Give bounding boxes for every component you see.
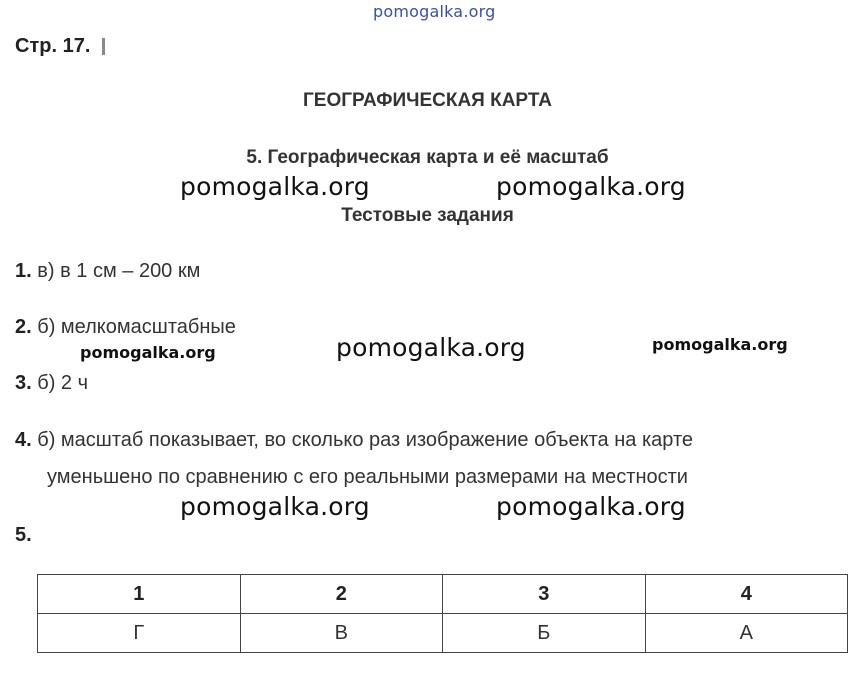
answer-item-2 [15,316,236,339]
watermark: pomogalka.org [336,333,526,362]
answer-number: 1. [15,260,32,282]
watermark: pomogalka.org [80,343,216,362]
table-cell: В [240,614,443,653]
section-title: ГЕОГРАФИЧЕСКАЯ КАРТА [303,90,552,111]
answer-continuation: уменьшено по сравнению с его реальными размерами на местности [47,466,688,488]
answer-number: 2. [15,316,32,338]
table-header-cell: 3 [443,575,646,614]
watermark: pomogalka.org [496,172,686,201]
table-header-cell: 2 [240,575,443,614]
tests-title: Тестовые задания [341,205,514,226]
page-reference: Стр. 17. [15,35,91,57]
answer-text: б) масштаб показывает, во сколько раз изображение объекта на карте [37,429,694,451]
answer-number: 4. [15,429,32,451]
watermark: pomogalka.org [180,172,370,201]
answer-item-5 [15,524,32,547]
answer-text: б) 2 ч [37,372,89,394]
answer-table [37,574,848,656]
matching-table [37,574,848,653]
table-header-cell: 4 [645,575,848,614]
answer-number: 3. [15,372,32,394]
watermark-top: pomogalka.org [373,2,496,21]
watermark: pomogalka.org [652,335,788,354]
table-cell: Г [38,614,241,653]
answer-number: 5. [15,524,32,546]
table-header-row [38,575,848,614]
text-cursor-mark [102,38,105,55]
answer-item-3 [15,372,88,395]
answer-item-1 [15,260,200,283]
table-header-cell: 1 [38,575,241,614]
answer-text: в) в 1 см – 200 км [37,260,201,282]
table-cell: Б [443,614,646,653]
watermark: pomogalka.org [180,492,370,521]
table-row [38,614,848,653]
table-cell: А [645,614,848,653]
answer-text: б) мелкомасштабные [37,316,236,338]
watermark: pomogalka.org [496,492,686,521]
topic-subtitle: 5. Географическая карта и её масштаб [246,147,609,168]
answer-item-4 [15,429,693,452]
